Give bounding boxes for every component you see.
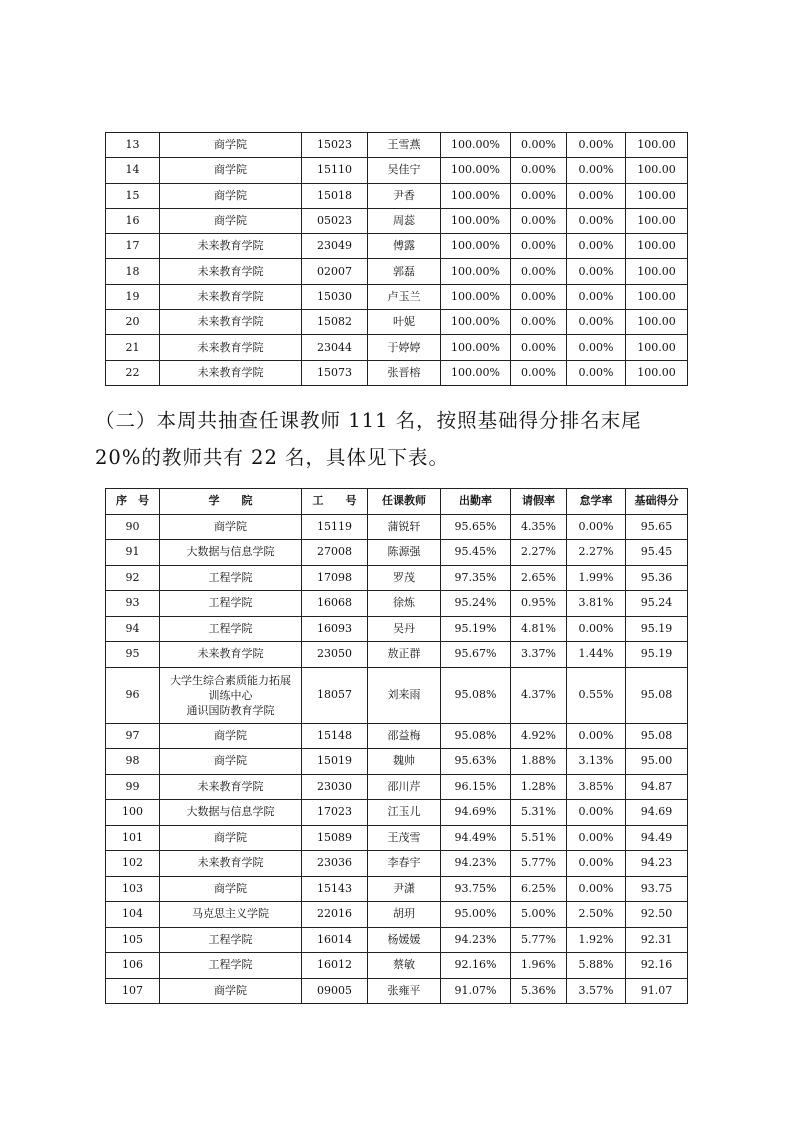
table-row — [106, 284, 688, 309]
cell-truancy-rate: 0.00% — [567, 616, 626, 642]
cell-truancy-rate: 0.00% — [567, 723, 626, 749]
cell-truancy-rate: 1.99% — [567, 565, 626, 591]
cell-index: 101 — [106, 825, 160, 851]
cell-attendance-rate: 91.07% — [441, 978, 511, 1004]
cell-staff-id: 15089 — [302, 825, 368, 851]
cell-truancy-rate: 0.00% — [567, 876, 626, 902]
cell-attendance-rate: 100.00% — [441, 183, 511, 208]
cell-college: 未来教育学院 — [160, 774, 302, 800]
table-row — [106, 360, 688, 385]
table-row — [106, 749, 688, 775]
cell-teacher: 徐炼 — [368, 591, 441, 617]
cell-base-score: 100.00 — [626, 310, 688, 335]
cell-teacher: 叶妮 — [368, 310, 441, 335]
cell-teacher: 王雪燕 — [368, 133, 441, 158]
cell-truancy-rate: 5.88% — [567, 953, 626, 979]
cell-leave-rate: 2.27% — [511, 540, 567, 566]
cell-attendance-rate: 96.15% — [441, 774, 511, 800]
cell-staff-id: 18057 — [302, 667, 368, 723]
cell-college: 商学院 — [160, 876, 302, 902]
cell-college: 工程学院 — [160, 927, 302, 953]
cell-staff-id: 15110 — [302, 158, 368, 183]
table-row — [106, 208, 688, 233]
table-row — [106, 158, 688, 183]
cell-index: 95 — [106, 642, 160, 668]
cell-attendance-rate: 100.00% — [441, 208, 511, 233]
summary-paragraph-line-2: 20%的教师共有 22 名，具体见下表。 — [95, 446, 450, 469]
cell-base-score: 95.45 — [626, 540, 688, 566]
header-leave-rate: 请假率 — [511, 489, 567, 515]
header-teacher: 任课教师 — [368, 489, 441, 515]
cell-index: 93 — [106, 591, 160, 617]
cell-staff-id: 15019 — [302, 749, 368, 775]
cell-college: 商学院 — [160, 749, 302, 775]
cell-index: 107 — [106, 978, 160, 1004]
table-row — [106, 514, 688, 540]
cell-attendance-rate: 100.00% — [441, 284, 511, 309]
cell-staff-id: 16068 — [302, 591, 368, 617]
cell-staff-id: 15023 — [302, 133, 368, 158]
cell-index: 19 — [106, 284, 160, 309]
table-row — [106, 902, 688, 928]
cell-index: 103 — [106, 876, 160, 902]
table-header-row — [106, 489, 688, 515]
cell-index: 90 — [106, 514, 160, 540]
table-row — [106, 335, 688, 360]
cell-college: 商学院 — [160, 514, 302, 540]
cell-attendance-rate: 94.23% — [441, 851, 511, 877]
cell-truancy-rate: 0.00% — [567, 514, 626, 540]
cell-index: 13 — [106, 133, 160, 158]
cell-base-score: 95.36 — [626, 565, 688, 591]
cell-base-score: 95.08 — [626, 723, 688, 749]
cell-teacher: 胡玥 — [368, 902, 441, 928]
cell-index: 18 — [106, 259, 160, 284]
table-row — [106, 774, 688, 800]
header-base-score: 基础得分 — [626, 489, 688, 515]
cell-base-score: 95.19 — [626, 642, 688, 668]
cell-leave-rate: 0.00% — [511, 133, 567, 158]
cell-staff-id: 16012 — [302, 953, 368, 979]
cell-leave-rate: 5.77% — [511, 927, 567, 953]
cell-truancy-rate: 0.00% — [567, 335, 626, 360]
cell-truancy-rate: 1.92% — [567, 927, 626, 953]
header-attendance-rate: 出勤率 — [441, 489, 511, 515]
cell-teacher: 吴丹 — [368, 616, 441, 642]
table-row — [106, 667, 688, 723]
cell-index: 96 — [106, 667, 160, 723]
cell-attendance-rate: 100.00% — [441, 234, 511, 259]
cell-college: 未来教育学院 — [160, 360, 302, 385]
cell-index: 105 — [106, 927, 160, 953]
cell-truancy-rate: 0.00% — [567, 158, 626, 183]
top-attendance-table — [105, 132, 688, 386]
cell-teacher: 敖正群 — [368, 642, 441, 668]
cell-truancy-rate: 0.00% — [567, 284, 626, 309]
cell-staff-id: 17098 — [302, 565, 368, 591]
header-college: 学 院 — [160, 489, 302, 515]
cell-leave-rate: 1.28% — [511, 774, 567, 800]
cell-attendance-rate: 94.69% — [441, 800, 511, 826]
cell-index: 21 — [106, 335, 160, 360]
cell-base-score: 100.00 — [626, 208, 688, 233]
cell-teacher: 刘来雨 — [368, 667, 441, 723]
cell-college: 工程学院 — [160, 565, 302, 591]
cell-index: 91 — [106, 540, 160, 566]
bottom-table-body — [106, 514, 688, 1004]
cell-teacher: 蔡敏 — [368, 953, 441, 979]
cell-base-score: 95.19 — [626, 616, 688, 642]
cell-college: 未来教育学院 — [160, 234, 302, 259]
cell-staff-id: 22016 — [302, 902, 368, 928]
table-row — [106, 540, 688, 566]
cell-base-score: 94.49 — [626, 825, 688, 851]
cell-staff-id: 15143 — [302, 876, 368, 902]
college-line: 通识国防教育学院 — [186, 703, 275, 717]
cell-index: 17 — [106, 234, 160, 259]
cell-teacher: 张雍平 — [368, 978, 441, 1004]
cell-staff-id: 16093 — [302, 616, 368, 642]
cell-staff-id: 15018 — [302, 183, 368, 208]
cell-teacher: 江玉儿 — [368, 800, 441, 826]
cell-index: 20 — [106, 310, 160, 335]
cell-truancy-rate: 0.00% — [567, 825, 626, 851]
cell-truancy-rate: 0.00% — [567, 259, 626, 284]
cell-index: 14 — [106, 158, 160, 183]
cell-teacher: 周蕊 — [368, 208, 441, 233]
cell-college: 商学院 — [160, 158, 302, 183]
cell-attendance-rate: 95.24% — [441, 591, 511, 617]
cell-leave-rate: 5.51% — [511, 825, 567, 851]
table-row — [106, 183, 688, 208]
cell-college: 未来教育学院 — [160, 642, 302, 668]
cell-base-score: 100.00 — [626, 183, 688, 208]
cell-teacher: 尹香 — [368, 183, 441, 208]
cell-college: 商学院 — [160, 825, 302, 851]
table-row — [106, 591, 688, 617]
cell-college: 未来教育学院 — [160, 284, 302, 309]
cell-teacher: 魏帅 — [368, 749, 441, 775]
table-row — [106, 565, 688, 591]
cell-base-score: 100.00 — [626, 284, 688, 309]
cell-attendance-rate: 95.45% — [441, 540, 511, 566]
cell-leave-rate: 0.00% — [511, 360, 567, 385]
cell-truancy-rate: 0.00% — [567, 851, 626, 877]
cell-college: 商学院 — [160, 978, 302, 1004]
cell-staff-id: 23049 — [302, 234, 368, 259]
cell-college: 工程学院 — [160, 591, 302, 617]
cell-teacher: 蒲锐轩 — [368, 514, 441, 540]
cell-college: 商学院 — [160, 723, 302, 749]
cell-leave-rate: 0.00% — [511, 158, 567, 183]
cell-index: 100 — [106, 800, 160, 826]
cell-attendance-rate: 93.75% — [441, 876, 511, 902]
cell-leave-rate: 0.95% — [511, 591, 567, 617]
cell-attendance-rate: 95.65% — [441, 514, 511, 540]
cell-attendance-rate: 95.63% — [441, 749, 511, 775]
cell-staff-id: 17023 — [302, 800, 368, 826]
cell-college: 商学院 — [160, 208, 302, 233]
cell-attendance-rate: 100.00% — [441, 335, 511, 360]
cell-index: 106 — [106, 953, 160, 979]
cell-truancy-rate: 3.13% — [567, 749, 626, 775]
cell-base-score: 95.65 — [626, 514, 688, 540]
cell-staff-id: 15082 — [302, 310, 368, 335]
top-table-body — [106, 133, 688, 386]
cell-college: 未来教育学院 — [160, 259, 302, 284]
cell-base-score: 95.08 — [626, 667, 688, 723]
cell-leave-rate: 5.31% — [511, 800, 567, 826]
cell-base-score: 92.16 — [626, 953, 688, 979]
cell-staff-id: 15073 — [302, 360, 368, 385]
cell-attendance-rate: 100.00% — [441, 310, 511, 335]
cell-college: 商学院 — [160, 133, 302, 158]
cell-index: 104 — [106, 902, 160, 928]
table-row — [106, 851, 688, 877]
table-row — [106, 616, 688, 642]
cell-truancy-rate: 0.00% — [567, 360, 626, 385]
cell-staff-id: 23050 — [302, 642, 368, 668]
table-row — [106, 876, 688, 902]
cell-college: 大数据与信息学院 — [160, 540, 302, 566]
cell-attendance-rate: 100.00% — [441, 360, 511, 385]
cell-attendance-rate: 94.23% — [441, 927, 511, 953]
cell-teacher: 吴佳宁 — [368, 158, 441, 183]
cell-leave-rate: 4.92% — [511, 723, 567, 749]
cell-index: 22 — [106, 360, 160, 385]
cell-college: 商学院 — [160, 183, 302, 208]
cell-attendance-rate: 95.08% — [441, 723, 511, 749]
cell-base-score: 94.23 — [626, 851, 688, 877]
cell-truancy-rate: 3.85% — [567, 774, 626, 800]
cell-attendance-rate: 95.00% — [441, 902, 511, 928]
cell-leave-rate: 0.00% — [511, 208, 567, 233]
cell-base-score: 100.00 — [626, 158, 688, 183]
bottom-ranking-table — [105, 488, 688, 1004]
cell-staff-id: 23036 — [302, 851, 368, 877]
cell-teacher: 卢玉兰 — [368, 284, 441, 309]
cell-leave-rate: 5.36% — [511, 978, 567, 1004]
cell-teacher: 邵益梅 — [368, 723, 441, 749]
cell-leave-rate: 6.25% — [511, 876, 567, 902]
table-row — [106, 825, 688, 851]
cell-attendance-rate: 97.35% — [441, 565, 511, 591]
cell-index: 94 — [106, 616, 160, 642]
cell-leave-rate: 5.77% — [511, 851, 567, 877]
cell-staff-id: 27008 — [302, 540, 368, 566]
cell-leave-rate: 5.00% — [511, 902, 567, 928]
cell-index: 15 — [106, 183, 160, 208]
cell-leave-rate: 4.81% — [511, 616, 567, 642]
cell-base-score: 95.24 — [626, 591, 688, 617]
cell-truancy-rate: 0.00% — [567, 208, 626, 233]
cell-truancy-rate: 0.00% — [567, 800, 626, 826]
cell-truancy-rate: 3.57% — [567, 978, 626, 1004]
table-row — [106, 259, 688, 284]
cell-truancy-rate: 1.44% — [567, 642, 626, 668]
table-row — [106, 800, 688, 826]
cell-base-score: 94.69 — [626, 800, 688, 826]
cell-college: 未来教育学院 — [160, 335, 302, 360]
cell-teacher: 尹潇 — [368, 876, 441, 902]
cell-attendance-rate: 95.19% — [441, 616, 511, 642]
cell-truancy-rate: 0.00% — [567, 310, 626, 335]
cell-truancy-rate: 0.55% — [567, 667, 626, 723]
table-row — [106, 978, 688, 1004]
cell-base-score: 100.00 — [626, 133, 688, 158]
cell-college: 工程学院 — [160, 616, 302, 642]
college-line: 训练中心 — [208, 688, 253, 702]
table-row — [106, 133, 688, 158]
table-row — [106, 234, 688, 259]
cell-staff-id: 15119 — [302, 514, 368, 540]
cell-index: 98 — [106, 749, 160, 775]
cell-truancy-rate: 0.00% — [567, 133, 626, 158]
cell-staff-id: 05023 — [302, 208, 368, 233]
cell-truancy-rate: 2.50% — [567, 902, 626, 928]
cell-base-score: 100.00 — [626, 234, 688, 259]
cell-index: 97 — [106, 723, 160, 749]
cell-base-score: 100.00 — [626, 259, 688, 284]
cell-teacher: 邵川芹 — [368, 774, 441, 800]
cell-truancy-rate: 2.27% — [567, 540, 626, 566]
cell-teacher: 傅露 — [368, 234, 441, 259]
cell-index: 102 — [106, 851, 160, 877]
cell-college — [160, 667, 302, 723]
college-line: 大学生综合素质能力拓展 — [170, 673, 291, 687]
cell-staff-id: 23030 — [302, 774, 368, 800]
cell-index: 16 — [106, 208, 160, 233]
cell-index: 99 — [106, 774, 160, 800]
cell-staff-id: 15148 — [302, 723, 368, 749]
cell-teacher: 陈源强 — [368, 540, 441, 566]
header-index: 序 号 — [106, 489, 160, 515]
cell-staff-id: 23044 — [302, 335, 368, 360]
cell-staff-id: 02007 — [302, 259, 368, 284]
cell-staff-id: 09005 — [302, 978, 368, 1004]
table-row — [106, 642, 688, 668]
cell-index: 92 — [106, 565, 160, 591]
cell-college: 马克思主义学院 — [160, 902, 302, 928]
cell-staff-id: 15030 — [302, 284, 368, 309]
cell-attendance-rate: 100.00% — [441, 133, 511, 158]
cell-college: 工程学院 — [160, 953, 302, 979]
cell-teacher: 张晋榕 — [368, 360, 441, 385]
cell-teacher: 罗茂 — [368, 565, 441, 591]
cell-leave-rate: 4.35% — [511, 514, 567, 540]
cell-attendance-rate: 95.67% — [441, 642, 511, 668]
summary-paragraph-line-1: （二）本周共抽查任课教师 111 名，按照基础得分排名末尾 — [95, 409, 642, 432]
cell-attendance-rate: 94.49% — [441, 825, 511, 851]
cell-leave-rate: 0.00% — [511, 183, 567, 208]
cell-teacher: 王茂雪 — [368, 825, 441, 851]
cell-attendance-rate: 92.16% — [441, 953, 511, 979]
cell-base-score: 95.00 — [626, 749, 688, 775]
cell-leave-rate: 4.37% — [511, 667, 567, 723]
cell-base-score: 100.00 — [626, 360, 688, 385]
cell-base-score: 100.00 — [626, 335, 688, 360]
cell-leave-rate: 0.00% — [511, 310, 567, 335]
cell-truancy-rate: 0.00% — [567, 183, 626, 208]
cell-college: 未来教育学院 — [160, 851, 302, 877]
cell-attendance-rate: 100.00% — [441, 259, 511, 284]
cell-leave-rate: 3.37% — [511, 642, 567, 668]
cell-base-score: 92.50 — [626, 902, 688, 928]
cell-truancy-rate: 0.00% — [567, 234, 626, 259]
cell-staff-id: 16014 — [302, 927, 368, 953]
cell-leave-rate: 0.00% — [511, 284, 567, 309]
cell-leave-rate: 0.00% — [511, 259, 567, 284]
cell-attendance-rate: 95.08% — [441, 667, 511, 723]
table-row — [106, 723, 688, 749]
header-staff-id: 工 号 — [302, 489, 368, 515]
cell-teacher: 郭磊 — [368, 259, 441, 284]
cell-attendance-rate: 100.00% — [441, 158, 511, 183]
cell-teacher: 李春宇 — [368, 851, 441, 877]
cell-college: 未来教育学院 — [160, 310, 302, 335]
cell-truancy-rate: 3.81% — [567, 591, 626, 617]
cell-leave-rate: 0.00% — [511, 335, 567, 360]
table-row — [106, 927, 688, 953]
header-truancy-rate: 怠学率 — [567, 489, 626, 515]
cell-leave-rate: 0.00% — [511, 234, 567, 259]
cell-teacher: 杨媛媛 — [368, 927, 441, 953]
cell-leave-rate: 1.88% — [511, 749, 567, 775]
table-row — [106, 310, 688, 335]
cell-base-score: 92.31 — [626, 927, 688, 953]
cell-base-score: 93.75 — [626, 876, 688, 902]
table-row — [106, 953, 688, 979]
cell-base-score: 91.07 — [626, 978, 688, 1004]
cell-base-score: 94.87 — [626, 774, 688, 800]
cell-leave-rate: 2.65% — [511, 565, 567, 591]
cell-leave-rate: 1.96% — [511, 953, 567, 979]
cell-teacher: 于婷婷 — [368, 335, 441, 360]
cell-college: 大数据与信息学院 — [160, 800, 302, 826]
